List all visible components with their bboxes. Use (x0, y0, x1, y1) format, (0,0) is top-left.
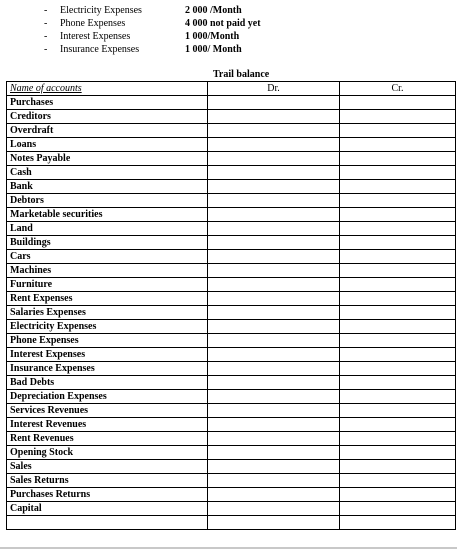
header-debit: Dr. (208, 82, 340, 96)
debit-cell[interactable] (208, 474, 340, 488)
table-row (7, 180, 456, 194)
bullet-dash: - (44, 44, 48, 55)
account-name-cell: Creditors (7, 110, 208, 124)
account-name-cell: Sales Returns (7, 474, 208, 488)
table-row (7, 138, 456, 152)
credit-cell[interactable] (340, 446, 456, 460)
account-name-cell: Services Revenues (7, 404, 208, 418)
credit-cell[interactable] (340, 516, 456, 530)
account-name-cell: Furniture (7, 278, 208, 292)
expense-name: Electricity Expenses (60, 5, 142, 16)
credit-cell[interactable] (340, 138, 456, 152)
table-row (7, 292, 456, 306)
expense-item (44, 4, 261, 17)
debit-cell[interactable] (208, 152, 340, 166)
credit-cell[interactable] (340, 474, 456, 488)
account-name-cell: Notes Payable (7, 152, 208, 166)
debit-cell[interactable] (208, 418, 340, 432)
debit-cell[interactable] (208, 264, 340, 278)
credit-cell[interactable] (340, 236, 456, 250)
table-row (7, 306, 456, 320)
credit-cell[interactable] (340, 362, 456, 376)
credit-cell[interactable] (340, 488, 456, 502)
table-header-row (7, 82, 456, 96)
credit-cell[interactable] (340, 390, 456, 404)
debit-cell[interactable] (208, 502, 340, 516)
credit-cell[interactable] (340, 320, 456, 334)
table-row (7, 334, 456, 348)
account-name-cell: Loans (7, 138, 208, 152)
account-name-cell: Salaries Expenses (7, 306, 208, 320)
debit-cell[interactable] (208, 236, 340, 250)
credit-cell[interactable] (340, 432, 456, 446)
credit-cell[interactable] (340, 110, 456, 124)
credit-cell[interactable] (340, 222, 456, 236)
header-credit: Cr. (340, 82, 456, 96)
debit-cell[interactable] (208, 180, 340, 194)
header-name-of-accounts: Name of accounts (7, 82, 208, 96)
account-name-cell: Cars (7, 250, 208, 264)
account-name-cell (7, 516, 208, 530)
debit-cell[interactable] (208, 334, 340, 348)
table-row (7, 278, 456, 292)
debit-cell[interactable] (208, 110, 340, 124)
account-name-cell: Capital (7, 502, 208, 516)
debit-cell[interactable] (208, 138, 340, 152)
expense-name: Phone Expenses (60, 18, 126, 29)
credit-cell[interactable] (340, 404, 456, 418)
credit-cell[interactable] (340, 194, 456, 208)
debit-cell[interactable] (208, 278, 340, 292)
account-name-cell: Phone Expenses (7, 334, 208, 348)
trial-balance-title: Trail balance (213, 69, 270, 80)
debit-cell[interactable] (208, 390, 340, 404)
account-name-cell: Overdraft (7, 124, 208, 138)
bullet-dash: - (44, 31, 48, 42)
expense-amount: 2 000 /Month (185, 5, 242, 16)
credit-cell[interactable] (340, 264, 456, 278)
credit-cell[interactable] (340, 460, 456, 474)
credit-cell[interactable] (340, 306, 456, 320)
debit-cell[interactable] (208, 404, 340, 418)
account-name-cell: Rent Expenses (7, 292, 208, 306)
debit-cell[interactable] (208, 516, 340, 530)
credit-cell[interactable] (340, 152, 456, 166)
credit-cell[interactable] (340, 180, 456, 194)
account-name-cell: Debtors (7, 194, 208, 208)
table-row (7, 502, 456, 516)
credit-cell[interactable] (340, 166, 456, 180)
table-row (7, 362, 456, 376)
account-name-cell: Sales (7, 460, 208, 474)
account-name-cell: Marketable securities (7, 208, 208, 222)
account-name-cell: Bank (7, 180, 208, 194)
debit-cell[interactable] (208, 208, 340, 222)
debit-cell[interactable] (208, 348, 340, 362)
account-name-cell: Bad Debts (7, 376, 208, 390)
table-row (7, 460, 456, 474)
debit-cell[interactable] (208, 222, 340, 236)
debit-cell[interactable] (208, 376, 340, 390)
account-name-cell: Opening Stock (7, 446, 208, 460)
table-row (7, 418, 456, 432)
account-name-cell: Insurance Expenses (7, 362, 208, 376)
credit-cell[interactable] (340, 124, 456, 138)
credit-cell[interactable] (340, 250, 456, 264)
table-row (7, 222, 456, 236)
account-name-cell: Buildings (7, 236, 208, 250)
debit-cell[interactable] (208, 488, 340, 502)
table-row (7, 488, 456, 502)
account-name-cell: Machines (7, 264, 208, 278)
credit-cell[interactable] (340, 418, 456, 432)
table-row (7, 110, 456, 124)
account-name-cell: Purchases Returns (7, 488, 208, 502)
expense-item (44, 43, 261, 56)
debit-cell[interactable] (208, 320, 340, 334)
debit-cell[interactable] (208, 166, 340, 180)
table-row (7, 208, 456, 222)
account-name-cell: Purchases (7, 96, 208, 110)
table-row (7, 166, 456, 180)
debit-cell[interactable] (208, 446, 340, 460)
table-row (7, 474, 456, 488)
table-row (7, 320, 456, 334)
credit-cell[interactable] (340, 96, 456, 110)
expense-name: Insurance Expenses (60, 44, 140, 55)
expense-item (44, 30, 261, 43)
table-row (7, 432, 456, 446)
credit-cell[interactable] (340, 376, 456, 390)
credit-cell[interactable] (340, 292, 456, 306)
debit-cell[interactable] (208, 306, 340, 320)
trial-balance-body (7, 96, 456, 530)
debit-cell[interactable] (208, 432, 340, 446)
bullet-dash: - (44, 18, 48, 29)
debit-cell[interactable] (208, 460, 340, 474)
bullet-dash: - (44, 5, 48, 16)
table-row (7, 376, 456, 390)
account-name-cell: Electricity Expenses (7, 320, 208, 334)
table-row (7, 390, 456, 404)
account-name-cell: Interest Expenses (7, 348, 208, 362)
debit-cell[interactable] (208, 124, 340, 138)
expense-amount: 4 000 not paid yet (185, 18, 261, 29)
table-row (7, 124, 456, 138)
table-row (7, 446, 456, 460)
expense-amount: 1 000/Month (185, 31, 240, 42)
expense-list (44, 4, 261, 56)
expense-name: Interest Expenses (60, 31, 131, 42)
table-row (7, 404, 456, 418)
credit-cell[interactable] (340, 208, 456, 222)
table-row (7, 348, 456, 362)
account-name-cell: Rent Revenues (7, 432, 208, 446)
account-name-cell: Land (7, 222, 208, 236)
expense-amount: 1 000/ Month (185, 44, 242, 55)
debit-cell[interactable] (208, 250, 340, 264)
credit-cell[interactable] (340, 348, 456, 362)
debit-cell[interactable] (208, 194, 340, 208)
account-name-cell: Cash (7, 166, 208, 180)
table-row (7, 152, 456, 166)
table-row (7, 264, 456, 278)
table-row (7, 96, 456, 110)
credit-cell[interactable] (340, 334, 456, 348)
table-row (7, 194, 456, 208)
debit-cell[interactable] (208, 96, 340, 110)
trial-balance-table (6, 81, 456, 530)
debit-cell[interactable] (208, 362, 340, 376)
credit-cell[interactable] (340, 278, 456, 292)
table-row (7, 250, 456, 264)
account-name-cell: Depreciation Expenses (7, 390, 208, 404)
table-row (7, 516, 456, 530)
table-row (7, 236, 456, 250)
debit-cell[interactable] (208, 292, 340, 306)
credit-cell[interactable] (340, 502, 456, 516)
account-name-cell: Interest Revenues (7, 418, 208, 432)
expense-item (44, 17, 261, 30)
